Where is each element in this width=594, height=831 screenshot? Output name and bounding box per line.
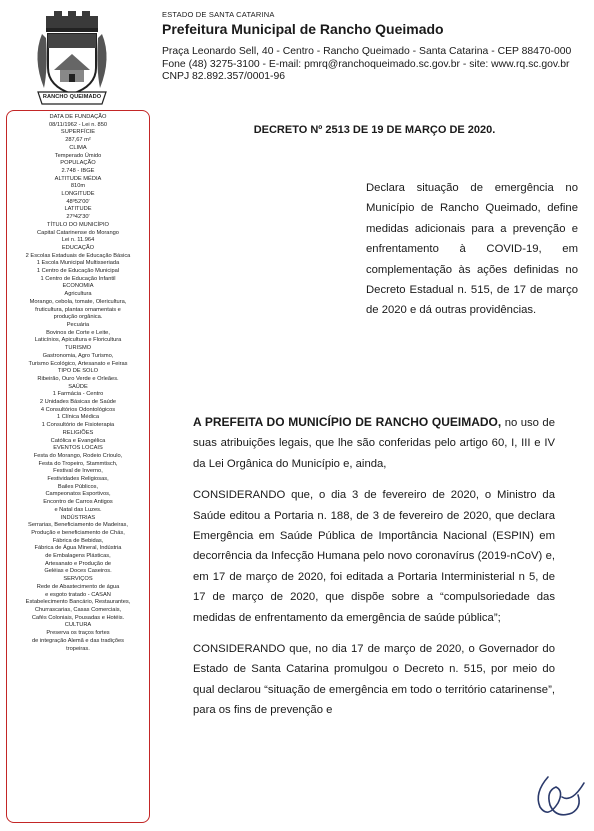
sidebar-line: Rede de Abastecimento de água (36, 583, 120, 590)
sidebar-line: Festa do Tropeiro, Stammtisch, (38, 460, 118, 467)
preamble-bold: A PREFEITA DO MUNICÍPIO DE RANCHO QUEIMADO, (193, 415, 502, 429)
sidebar-line: Festival de Inverno, (53, 468, 103, 475)
crest-icon (32, 8, 112, 108)
sidebar-line: 4 Consultórios Odontológicos (40, 406, 116, 413)
preamble-text: no uso de suas atribuições legais, que lhe são conferidas pelo artigo 60, I, III e IV da Lei Orgânica do Município e, ainda, (193, 417, 555, 470)
sidebar-line: EDUCAÇÃO (61, 244, 95, 251)
address-line: Praça Leonardo Sell, 40 - Centro - Rancho Queimado - Santa Catarina - CEP 88470-000 (162, 46, 572, 57)
sidebar-line: LONGITUDE (61, 191, 95, 198)
sidebar-line: Campeonatos Esportivos, (45, 491, 111, 498)
sidebar-line: TURISMO (64, 345, 92, 352)
sidebar-line: SUPERFÍCIE (60, 129, 96, 136)
paragraph-considerando-2: CONSIDERANDO que, no dia 17 de março de 2020, o Governador do Estado de Santa Catarina promulgou o Decreto n. 515, por meio do qual declarou “situação de emergência em todo o território catarinense”, para os fins de prevenção e (193, 643, 555, 717)
state-name: ESTADO DE SANTA CATARINA (162, 10, 275, 19)
sidebar-line: 27º42'30' (66, 214, 90, 221)
sidebar-line: Pecuária (66, 321, 90, 328)
paragraph-preamble (193, 412, 555, 474)
sidebar-line: Fábrica de Água Mineral, Indústria (34, 545, 122, 552)
sidebar-line: 1 Escola Municipal Multisseriada (36, 260, 120, 267)
sidebar-line: e Natal das Luzes. (54, 506, 102, 513)
sidebar-line: Capital Catarinense do Morango (37, 229, 119, 236)
sidebar-line: LATITUDE (64, 206, 92, 213)
sidebar-line: 2.748 - IBGE (61, 167, 95, 174)
sidebar-line: Gastronomia, Agro Turismo, (42, 352, 114, 359)
sidebar-line: 1 Clínica Médica (56, 414, 100, 421)
sidebar-line: Temperado Úmido (54, 152, 102, 159)
sidebar-line: e esgoto tratado - CASAN (45, 591, 111, 598)
municipality-facts-sidebar (6, 110, 150, 823)
sidebar-line: TÍTULO DO MUNICÍPIO (47, 221, 109, 228)
sidebar-line: ALTITUDE MÉDIA (54, 175, 102, 182)
sidebar-line: ECONOMIA (62, 283, 94, 290)
sidebar-line: Lei n. 11.964 (61, 237, 95, 244)
letterhead (162, 10, 587, 84)
sidebar-line: Morango, cebola, tomate, Olericultura, (29, 298, 127, 305)
sidebar-line: TIPO DE SOLO (57, 368, 99, 375)
municipal-crest (32, 8, 112, 108)
sidebar-line: Serrarias, Beneficiamento de Madeiras, (28, 522, 128, 529)
sidebar-line: Preserva os traços fortes (46, 630, 110, 637)
decree-ementa: Declara situação de emergência no Município de Rancho Queimado, define medidas adicionais para a prevenção e enfrentamento à COVID-19, em complementação às ações definidas no Decreto Estadual n. 515, de 17 de março de 2020 e dá outras providências. (366, 182, 578, 317)
sidebar-line: SERVIÇOS (63, 576, 93, 583)
sidebar-line: de integração Alemã e das tradições (31, 637, 124, 644)
prefeitura-name: Prefeitura Municipal de Rancho Queimado (162, 21, 444, 37)
sidebar-line: CLIMA (69, 144, 87, 151)
sidebar-line: INDÚSTRIAS (60, 514, 96, 521)
cnpj-line: CNPJ 82.892.357/0001-96 (162, 71, 286, 82)
sidebar-line: Bovinos de Corte e Leite, (46, 329, 110, 336)
sidebar-line: Artesanato e Produção de (44, 560, 112, 567)
contact-line: Fone (48) 3275-3100 - E-mail: pmrq@ranchoqueimado.sc.gov.br - site: www.rq.sc.gov.br (162, 58, 570, 70)
signature-mark (528, 773, 588, 825)
sidebar-line: Cafés Coloniais, Pousadas e Hotéis. (31, 614, 125, 621)
sidebar-line: Agricultura (64, 291, 92, 298)
sidebar-line: Festa do Morango, Rodeio Crioulo, (33, 452, 123, 459)
sidebar-line: 48º52'00' (66, 198, 90, 205)
sidebar-line: Turismo Ecológico, Artesanato e Feiras (28, 360, 128, 367)
sidebar-line: SAÚDE (68, 383, 88, 390)
sidebar-line: Geléias e Doces Caseiros. (44, 568, 112, 575)
sidebar-line: Ribeirão, Ouro Verde e Orleães. (37, 375, 119, 382)
sidebar-line: 1 Centro de Educação Municipal (36, 268, 120, 275)
sidebar-line: EVENTOS LOCAIS (53, 445, 103, 452)
sidebar-line: Encontro de Carros Antigos (43, 499, 113, 506)
sidebar-line: Católica e Evangélica (50, 437, 106, 444)
sidebar-line: POPULAÇÃO (60, 160, 96, 167)
sidebar-line: 810m (70, 183, 86, 190)
sidebar-line: de Embalagens Plásticas, (45, 553, 111, 560)
sidebar-line: 1 Farmácia - Centro (52, 391, 104, 398)
signature-icon (528, 773, 588, 825)
sidebar-line: Churrascarias, Casas Comerciais, (34, 607, 122, 613)
decree-body (193, 412, 555, 732)
sidebar-line: 2 Unidades Básicas de Saúde (39, 399, 117, 406)
sidebar-line: 1 Consultório de Fisioterapia (41, 422, 115, 429)
paragraph-considerando-1: CONSIDERANDO que, o dia 3 de fevereiro de 2020, o Ministro da Saúde editou a Portaria n. 188, de 3 de fevereiro de 2020, que declara Emergência em Saúde Pública de Importância Nacional (ESPIN) em decorrência da Infecção Humana pelo novo coronavírus (2019-nCoV) e, em 17 de março de 2020, foi editada a Portaria Interministerial n 5, de 17 de março de 2020, que dispõe sobre a “compulsoriedade das medidas de enfrentamento da emergência de saúde pública”; (193, 489, 555, 624)
sidebar-line: DATA DE FUNDAÇÃO (49, 114, 107, 120)
sidebar-line: Estabelecimento Bancário, Restaurantes, (25, 599, 131, 606)
sidebar-line: Laticínios, Apicultura e Floricultura (34, 337, 122, 344)
sidebar-line: 2 Escolas Estaduais de Educação Básica (25, 252, 131, 259)
sidebar-line: 1 Centro de Educação Infantil (40, 275, 116, 282)
crest-ribbon-text: RANCHO QUEIMADO (42, 94, 102, 100)
sidebar-line: fruticultura, plantas ornamentais e (35, 306, 121, 313)
sidebar-line: 08/11/1962 - Lei n. 850 (48, 121, 108, 128)
sidebar-line: Produção e beneficiamento de Chás, (31, 529, 125, 536)
sidebar-line: Bailes Públicos, (57, 483, 99, 490)
sidebar-line: RELIGIÕES (62, 429, 94, 436)
decree-title: DECRETO Nº 2513 DE 19 DE MARÇO DE 2020. (253, 124, 496, 136)
sidebar-line: produção orgânica. (53, 314, 103, 321)
sidebar-line: 287,67 m² (65, 137, 91, 144)
sidebar-line: CULTURA (64, 622, 92, 629)
sidebar-line: Festividades Religiosas, (47, 476, 109, 483)
sidebar-line: Fábrica de Bebidas, (52, 537, 104, 544)
sidebar-line: tropeiras. (66, 645, 90, 652)
